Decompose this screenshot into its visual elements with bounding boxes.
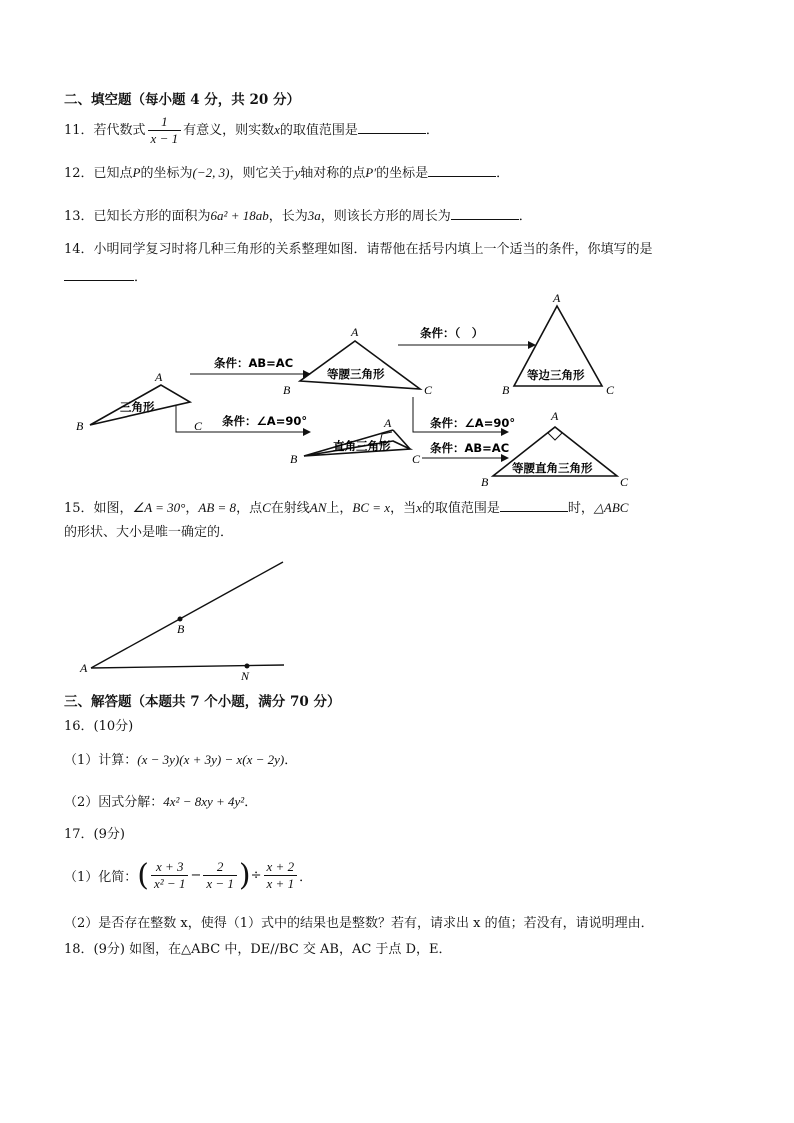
question-11: 11．若代数式 $\frac{1}{x - 1}$ 有意义，则实数x的取值范围是 ． <box>64 114 439 146</box>
q15-text: 在射线 <box>270 501 310 516</box>
q12-text: ，则它关于 <box>229 166 295 181</box>
condition-ab-ac-lower: 条件：AB=AC <box>430 441 510 455</box>
question-15 <box>64 499 628 518</box>
section-title-fill-in: 二、填空题（每小题 4 分，共 20 分） <box>64 92 300 108</box>
isosceles-label: 等腰三角形 <box>327 367 385 381</box>
condition-blank[interactable]: 条件：（ ） <box>420 326 484 340</box>
condition-ab-ac: 条件：AB=AC <box>214 356 294 370</box>
isoright-vertex-b: B <box>481 475 489 489</box>
right-vertex-b: B <box>290 452 298 466</box>
condition-angle-90-lower: 条件：∠A=90° <box>222 414 308 428</box>
scalene-label: 三角形 <box>120 400 155 414</box>
answer-blank[interactable] <box>64 268 134 281</box>
q12-text: 轴对称的点 <box>300 166 366 181</box>
question-17-head: 17．(9分) <box>64 827 125 842</box>
answer-blank[interactable] <box>358 121 426 134</box>
vertex-a: A <box>80 661 88 675</box>
q13-prefix: 13．已知长方形的面积为 <box>64 209 211 224</box>
q15-text: 时， <box>567 501 594 516</box>
right-label: 直角三角形 <box>333 439 391 453</box>
q17-f1-den: x² − 1 <box>151 875 188 892</box>
q12-point2: P′ <box>365 165 377 180</box>
section-title-solutions: 三、解答题（本题共 7 个小题，满分 70 分） <box>64 694 341 710</box>
q17-f3-den: x + 1 <box>264 875 298 892</box>
left-paren: ( <box>137 858 149 893</box>
answer-blank[interactable] <box>428 164 496 177</box>
right-vertex-c: C <box>412 452 421 466</box>
question-13: 13．已知长方形的面积为6a² + 18ab，长为3a，则该长方形的周长为 ． <box>64 208 532 224</box>
q11-frac-num: 1 <box>161 114 168 129</box>
equi-vertex-a: A <box>553 291 561 305</box>
q11-frac-den: x − 1 <box>148 130 182 147</box>
q13-suffix: ，则该长方形的周长为 <box>320 209 451 224</box>
q17-divide: ÷ <box>250 868 262 883</box>
q12-text: 的坐标为 <box>140 166 193 181</box>
right-paren: ) <box>238 858 251 893</box>
q15-c: C <box>262 500 271 515</box>
scalene-vertex-a: A <box>155 370 163 384</box>
ray-angle-figure <box>0 555 320 685</box>
q11-middle: 有意义，则实数 <box>183 123 275 138</box>
q15-text: ，点 <box>236 501 263 516</box>
q17-f2-den: x − 1 <box>203 875 237 892</box>
q15-ab: AB = 8 <box>198 500 237 515</box>
q15-sep: ， <box>185 501 199 516</box>
q15-text: 的取值范围是 <box>421 501 500 516</box>
isosceles-triangle <box>300 341 420 389</box>
iso-vertex-b: B <box>283 383 291 397</box>
q11-suffix: 的取值范围是 <box>279 123 358 138</box>
q13-text: ，长为 <box>268 209 308 224</box>
question-17-part1: （1）化简：( $\frac{x + 3}{\text{x² − 1}}$ − $\frac{2}{x - 1}$ )÷ $\frac{x + 2}{x + 1}$ ． <box>64 858 313 893</box>
question-16-head: 16．(10分) <box>64 719 134 734</box>
q17-f2-num: 2 <box>216 859 224 874</box>
question-12: 12．已知点P的坐标为(−2, 3)，则它关于y轴对称的点P′的坐标是 ． <box>64 165 510 181</box>
equilateral-label: 等边三角形 <box>527 368 585 382</box>
q12-prefix: 12．已知点 <box>64 166 133 181</box>
q15-x: x <box>416 500 422 515</box>
q13-area: 6a² + 18ab <box>210 208 269 223</box>
iso-vertex-c: C <box>424 383 433 397</box>
q12-axis: y <box>294 165 301 180</box>
question-16-part1: （1）计算：(x − 3y)(x + 3y) − x(x − 2y)． <box>64 752 298 768</box>
isoright-vertex-c: C <box>620 475 629 489</box>
q15-text: 上， <box>326 501 353 516</box>
q15-tri: △ABC <box>593 500 629 515</box>
q16-p2-expr: 4x² − 8xy + 4y² <box>163 794 245 809</box>
question-16-part2: （2）因式分解：4x² − 8xy + 4y²． <box>64 794 258 810</box>
q12-suffix: 的坐标是 <box>376 166 429 181</box>
q12-coord: (−2, 3) <box>192 165 230 180</box>
scalene-vertex-b: B <box>76 419 84 433</box>
q17-minus: − <box>190 868 202 883</box>
iso-vertex-a: A <box>351 325 359 339</box>
right-vertex-a: A <box>384 416 392 430</box>
condition-angle-90-upper: 条件：∠A=90° <box>430 416 516 430</box>
question-14: 14．小明同学复习时将几种三角形的关系整理如图．请帮他在括号内填上一个适当的条件，你填写的是 <box>64 242 653 257</box>
q15-angle: ∠A = 30° <box>132 500 186 515</box>
q16-p2-label: （2）因式分解： <box>64 795 164 810</box>
q11-var: x <box>274 122 280 137</box>
isosceles-right-label: 等腰直角三角形 <box>512 461 593 475</box>
question-18: 18．(9分) 如图，在△ABC 中，DE//BC 交 AB，AC 于点 D，E． <box>64 942 452 957</box>
q11-prefix: 11．若代数式 <box>64 123 146 138</box>
q17-f1-num: x + 3 <box>155 859 184 874</box>
q16-p1-expr: (x − 3y)(x + 3y) − x(x − 2y) <box>137 752 285 767</box>
q13-length: 3a <box>307 208 321 223</box>
point-n: N <box>241 669 250 683</box>
question-17-part2: （2）是否存在整数 x，使得（1）式中的结果也是整数？若有，请求出 x 的值；若没有，请说明理由． <box>64 916 654 931</box>
scalene-vertex-c: C <box>194 419 203 433</box>
q17-fraction-2 <box>203 859 237 892</box>
q17-p1-label: （1）化简： <box>64 870 138 885</box>
q17-fraction-3 <box>264 859 298 892</box>
q17-f3-num: x + 2 <box>266 859 295 874</box>
answer-blank[interactable] <box>451 207 519 220</box>
question-15-line2: 的形状、大小是唯一确定的． <box>64 525 234 540</box>
q12-point: P <box>132 165 141 180</box>
triangle-relationship-diagram <box>0 285 794 495</box>
question-14-blank-line: ． <box>64 268 147 287</box>
answer-blank[interactable] <box>500 499 568 512</box>
isoright-vertex-a: A <box>551 409 559 423</box>
q17-fraction-1 <box>151 859 188 892</box>
q16-p1-label: （1）计算： <box>64 753 138 768</box>
point-b: B <box>177 622 185 636</box>
q15-text: ，当 <box>390 501 417 516</box>
q11-fraction <box>148 114 182 147</box>
equi-vertex-c: C <box>606 383 615 397</box>
q15-prefix: 15．如图， <box>64 501 133 516</box>
equi-vertex-b: B <box>502 383 510 397</box>
q15-bc: BC = x <box>352 500 391 515</box>
q15-ray: AN <box>309 500 327 515</box>
